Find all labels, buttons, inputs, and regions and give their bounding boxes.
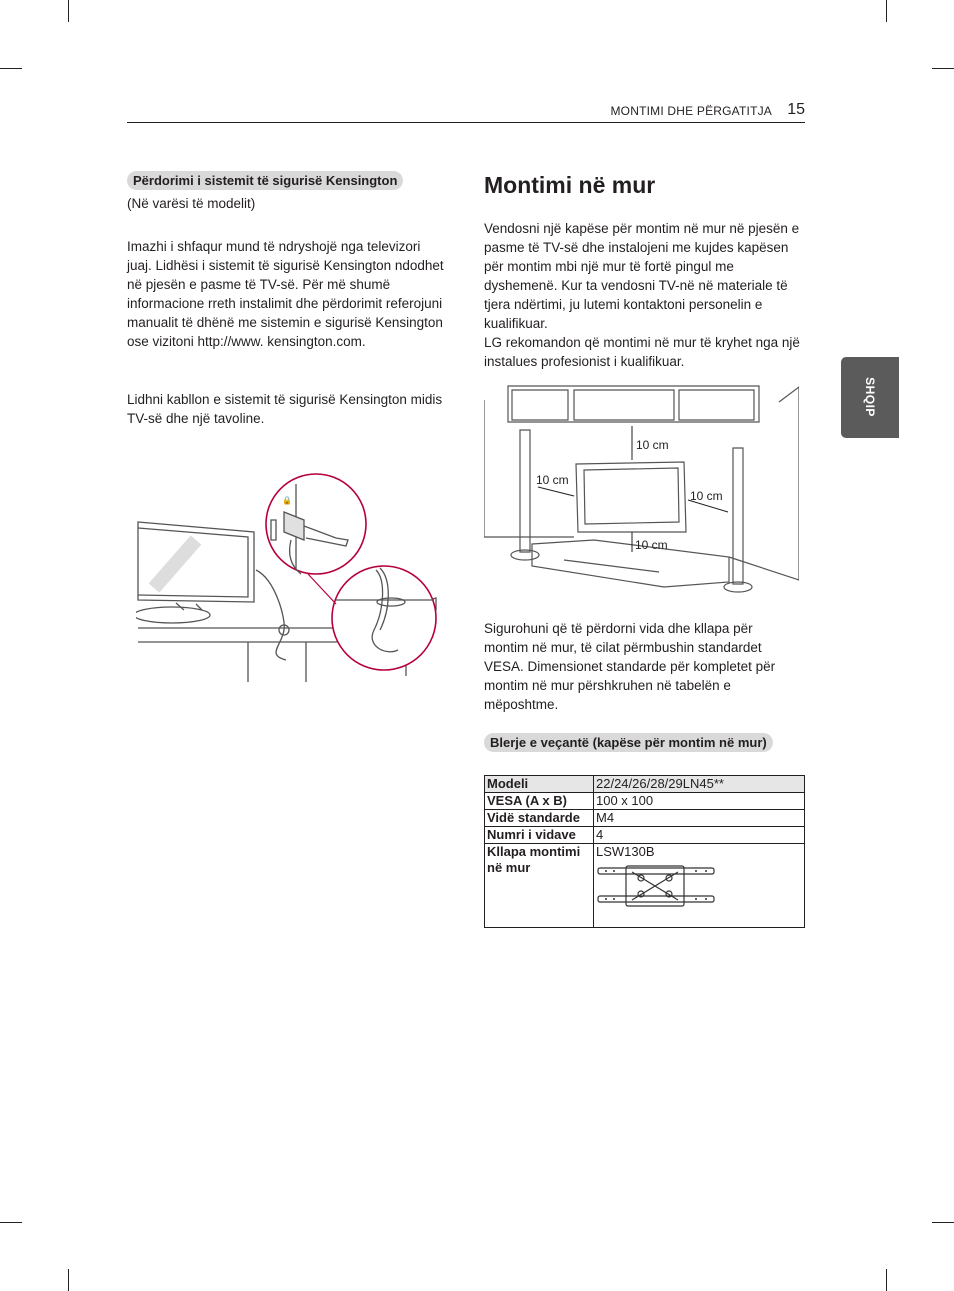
language-tab [841, 357, 899, 438]
crop-mark [886, 1269, 887, 1291]
wall-mount-diagram [484, 382, 799, 600]
table-row [485, 810, 805, 827]
diagram-label-bottom: 10 cm [635, 538, 668, 552]
spec-table [484, 775, 805, 928]
spec-label: VESA (A x B) [485, 793, 594, 810]
wall-mount-paragraph-2: LG rekomandon që montimi në mur të kryhet nga një instalues profesionist i kualifikuar. [484, 335, 800, 369]
spec-value-cell [594, 844, 805, 928]
wall-mount-paragraph-1: Vendosni një kapëse për montim në mur në pjesën e pasme të TV-së dhe instalojeni me kujdes kapësen për montim mbi një mur të fortë pingul me dyshemenë. Kur ta vendosni TV-në në materiale të tjera ndërtimi, ju lutemi kontaktoni personelin e kualifikuar. [484, 221, 800, 331]
crop-mark [68, 0, 69, 22]
page-title: Montimi në mur [484, 172, 656, 198]
table-row [485, 844, 805, 928]
page-number: 15 [787, 101, 805, 118]
spec-label: Numri i vidave [485, 827, 594, 844]
spec-label: Kllapa montimi në mur [485, 844, 594, 928]
kensington-illustration [136, 470, 442, 682]
table-row [485, 793, 805, 810]
page-header [127, 100, 805, 123]
crop-mark [932, 68, 954, 69]
spec-label: Modeli [485, 776, 594, 793]
section-title: MONTIMI DHE PËRGATITJA [610, 104, 772, 118]
svg-text:🔒: 🔒 [282, 496, 292, 505]
spec-value: M4 [594, 810, 805, 827]
spec-value: 100 x 100 [594, 793, 805, 810]
wall-mount-paragraph-3: Sigurohuni që të përdorni vida dhe kllapa për montim në mur, të cilat përmbushin standardet VESA. Dimensionet standarde për kompletet për montim në mur përshkruhen në tabelën e mëposhtme. [484, 621, 776, 712]
crop-mark [68, 1269, 69, 1291]
separate-purchase-heading: Blerje e veçantë (kapëse për montim në mur) [484, 733, 773, 752]
diagram-label-top: 10 cm [636, 438, 669, 452]
spec-value: 22/24/26/28/29LN45** [594, 776, 805, 793]
language-tab-label: SHQIP [863, 377, 877, 417]
crop-mark [886, 0, 887, 22]
kensington-note: (Në varësi të modelit) [127, 196, 256, 211]
diagram-label-left: 10 cm [536, 473, 569, 487]
kensington-paragraph-2: Lidhni kabllon e sistemit të sigurisë Kensington midis TV-së dhe një tavoline. [127, 392, 443, 426]
crop-mark [0, 68, 22, 69]
kensington-paragraph-1: Imazhi i shfaqur mund të ndryshojë nga televizori juaj. Lidhësi i sistemit të sigurisë Kensington ndodhet në pjesën e pasme të TV-së. Për më shumë informacione rreth instalimit dhe përdorimit referojuni manualit të dhënë me sistemin e sigurisë Kensington ose vizitoni http://www. kensington.com. [127, 239, 444, 349]
kensington-heading: Përdorimi i sistemit të sigurisë Kensington [127, 171, 403, 190]
table-row [485, 776, 805, 793]
crop-mark [0, 1222, 22, 1223]
spec-value: LSW130B [596, 844, 655, 859]
crop-mark [932, 1222, 954, 1223]
table-row [485, 827, 805, 844]
spec-value: 4 [594, 827, 805, 844]
diagram-label-right: 10 cm [690, 489, 723, 503]
wall-bracket-image [596, 864, 716, 908]
spec-label: Vidë standarde [485, 810, 594, 827]
